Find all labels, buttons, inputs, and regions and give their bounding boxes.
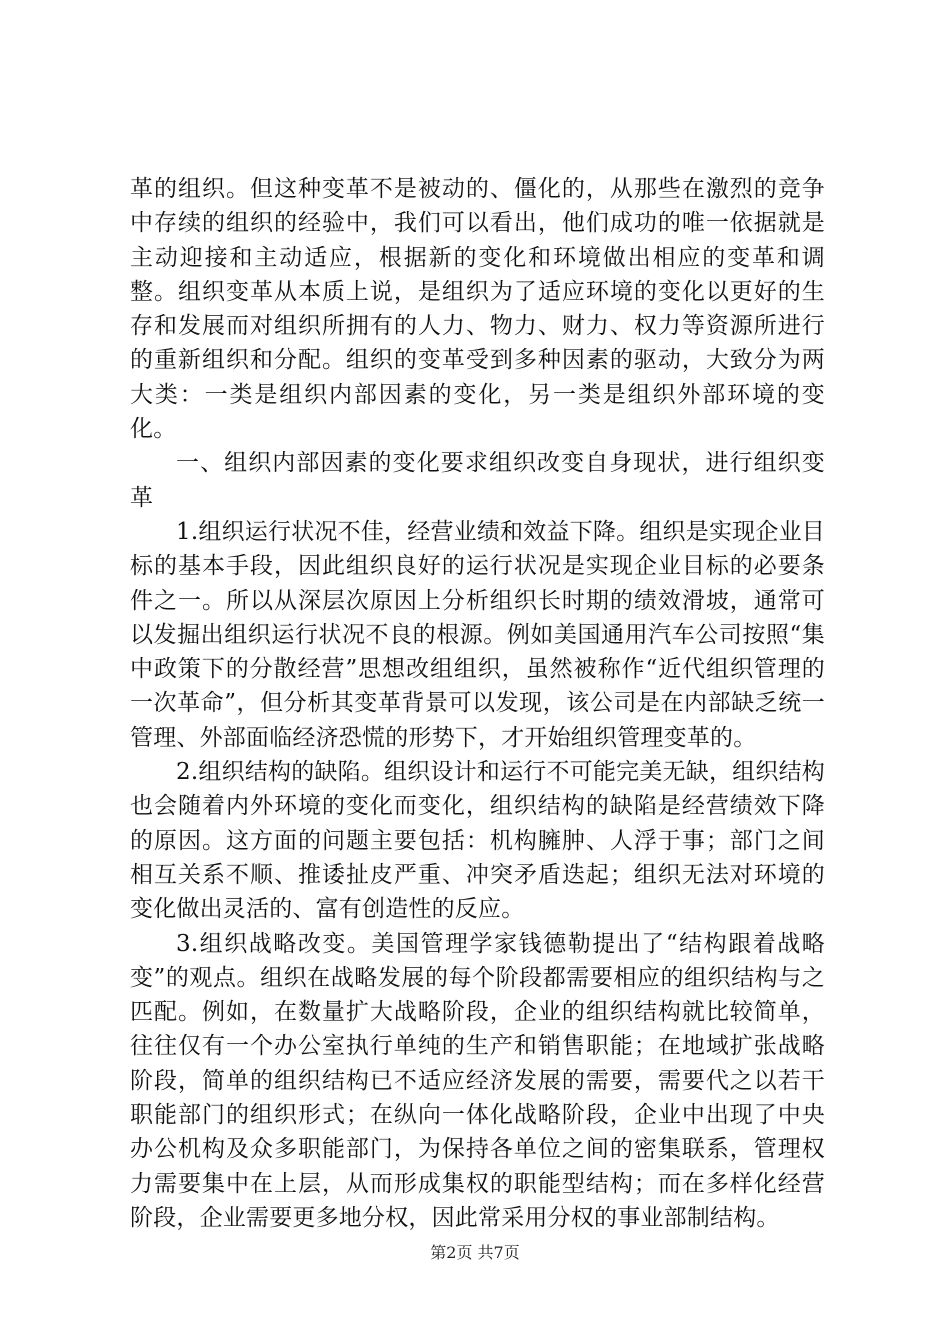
paragraph-intro-continuation: 革的组织。但这种变革不是被动的、僵化的，从那些在激烈的竞争中存续的组织的经验中，我们可以看出，他们成功的唯一依据就是主动迎接和主动适应，根据新的变化和环境做出相应的变革和调整。组织变革从本质上说，是组织为了适应环境的变化以更好的生存和发展而对组织所拥有的人力、物力、财力、权力等资源所进行的重新组织和分配。组织的变革受到多种因素的驱动，大致分为两大类：一类是组织内部因素的变化，另一类是组织外部环境的变化。 [130,176,825,443]
paragraph-point-1: 1.组织运行状况不佳，经营业绩和效益下降。组织是实现企业目标的基本手段，因此组织良好的运行状况是实现企业目标的必要条件之一。所以从深层次原因上分析组织长时期的绩效滑坡，通常可以发掘出组织运行状况不良的根源。例如美国通用汽车公司按照“集中政策下的分散经营”思想改组组织，虽然被称作“近代组织管理的一次革命”，但分析其变革背景可以发现，该公司是在内部缺乏统一管理、外部面临经济恐慌的形势下，才开始组织管理变革的。 [130,518,825,751]
page-footer: 第2页 共7页 [430,1243,520,1262]
document-body [130,172,825,1235]
paragraph-point-2: 2.组织结构的缺陷。组织设计和运行不可能完美无缺，组织结构也会随着内外环境的变化而变化，组织结构的缺陷是经营绩效下降的原因。这方面的问题主要包括：机构臃肿、人浮于事；部门之间相互关系不顺、推诿扯皮严重、冲突矛盾迭起；组织无法对环境的变化做出灵活的、富有创造性的反应。 [130,759,825,923]
section-heading-internal-factors: 一、组织内部因素的变化要求组织改变自身现状，进行组织变革 [130,450,825,511]
paragraph-point-3: 3.组织战略改变。美国管理学家钱德勒提出了“结构跟着战略变”的观点。组织在战略发展的每个阶段都需要相应的组织结构与之匹配。例如，在数量扩大战略阶段，企业的组织结构就比较简单，往往仅有一个办公室执行单纯的生产和销售职能；在地域扩张战略阶段，简单的组织结构已不适应经济发展的需要，需要代之以若干职能部门的组织形式；在纵向一体化战略阶段，企业中出现了中央办公机构及众多职能部门，为保持各单位之间的密集联系，管理权力需要集中在上层，从而形成集权的职能型结构；而在多样化经营阶段，企业需要更多地分权，因此常采用分权的事业部制结构。 [130,930,825,1231]
